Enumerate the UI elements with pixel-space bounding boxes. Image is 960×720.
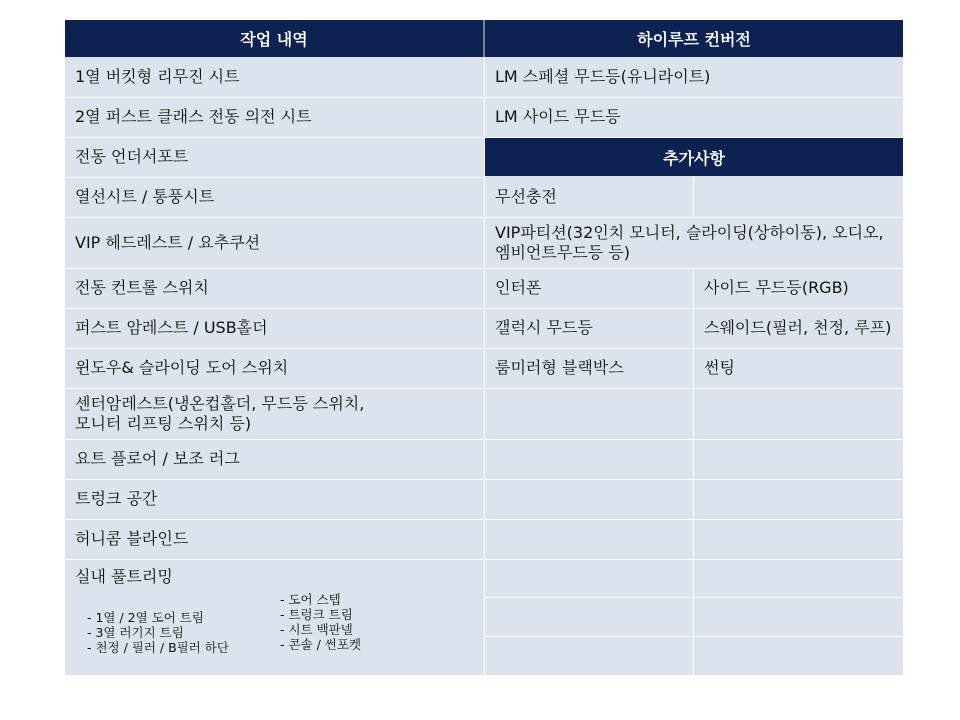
left-row-8: 윈도우& 슬라이딩 도어 스위치 [75, 358, 289, 377]
extra-galaxy-mood-light: 갤럭시 무드등 [495, 318, 593, 337]
extra-vip-partition: VIP파티션(32인치 모니터, 슬라이딩(상하이동), 오디오, 엠비언트무드등 등) [495, 222, 884, 262]
left-row-1: 1열 버킷형 리무진 시트 [75, 67, 240, 86]
left-row-9: 센터암레스트(냉온컵홀더, 무드등 스위치, 모니터 리프팅 스위치 등) [75, 393, 365, 433]
left-row-3: 전동 언더서포트 [75, 147, 189, 166]
trim-sub-item: - 시트 백판넬 [280, 622, 353, 637]
header-work-list: 작업 내역 [65, 20, 483, 57]
work-table [65, 20, 903, 675]
left-row-10: 요트 플로어 / 보조 러그 [75, 449, 240, 468]
left-row-5: VIP 헤드레스트 / 요추쿠션 [75, 232, 261, 252]
trim-sub-item: - 1열 / 2열 도어 트림 [87, 610, 204, 625]
trim-sub-item: - 콘솔 / 썬포켓 [280, 637, 362, 652]
extra-rearview-blackbox: 룸미러형 블랙박스 [495, 358, 624, 377]
extra-interphone: 인터폰 [495, 278, 542, 297]
extra-suede: 스웨이드(필러, 천정, 루프) [704, 318, 892, 337]
trim-sub-item: - 트렁크 트림 [280, 607, 353, 622]
left-row-12: 허니콤 블라인드 [75, 529, 189, 548]
conversion-row-2: LM 사이드 무드등 [495, 107, 621, 126]
extra-side-mood-light: 사이드 무드등(RGB) [704, 278, 849, 297]
conversion-row-1: LM 스페셜 무드등(유니라이트) [495, 67, 711, 86]
extra-wireless-charging: 무선충전 [495, 187, 557, 206]
trim-sub-list-left [87, 610, 229, 655]
extra-empty [694, 177, 903, 217]
header-hiloop-conversion: 하이루프 컨버전 [485, 20, 903, 57]
left-row-7: 퍼스트 암레스트 / USB홀더 [75, 318, 268, 337]
trim-sub-list-right [280, 592, 361, 652]
header-extras: 추가사항 [485, 138, 903, 176]
trim-sub-item: - 천정 / 필러 / B필러 하단 [87, 640, 229, 655]
left-row-6: 전동 컨트롤 스위치 [75, 278, 209, 297]
trim-sub-item: - 도어 스텝 [280, 592, 341, 607]
left-row-11: 트렁크 공간 [75, 489, 158, 508]
extra-tinting: 썬팅 [704, 358, 735, 377]
left-row-2: 2열 퍼스트 클래스 전동 의전 시트 [75, 107, 312, 126]
trim-sub-item: - 3열 러기지 트림 [87, 625, 184, 640]
left-row-4: 열선시트 / 통풍시트 [75, 187, 215, 206]
left-row-13: 실내 풀트리밍 [75, 567, 173, 586]
